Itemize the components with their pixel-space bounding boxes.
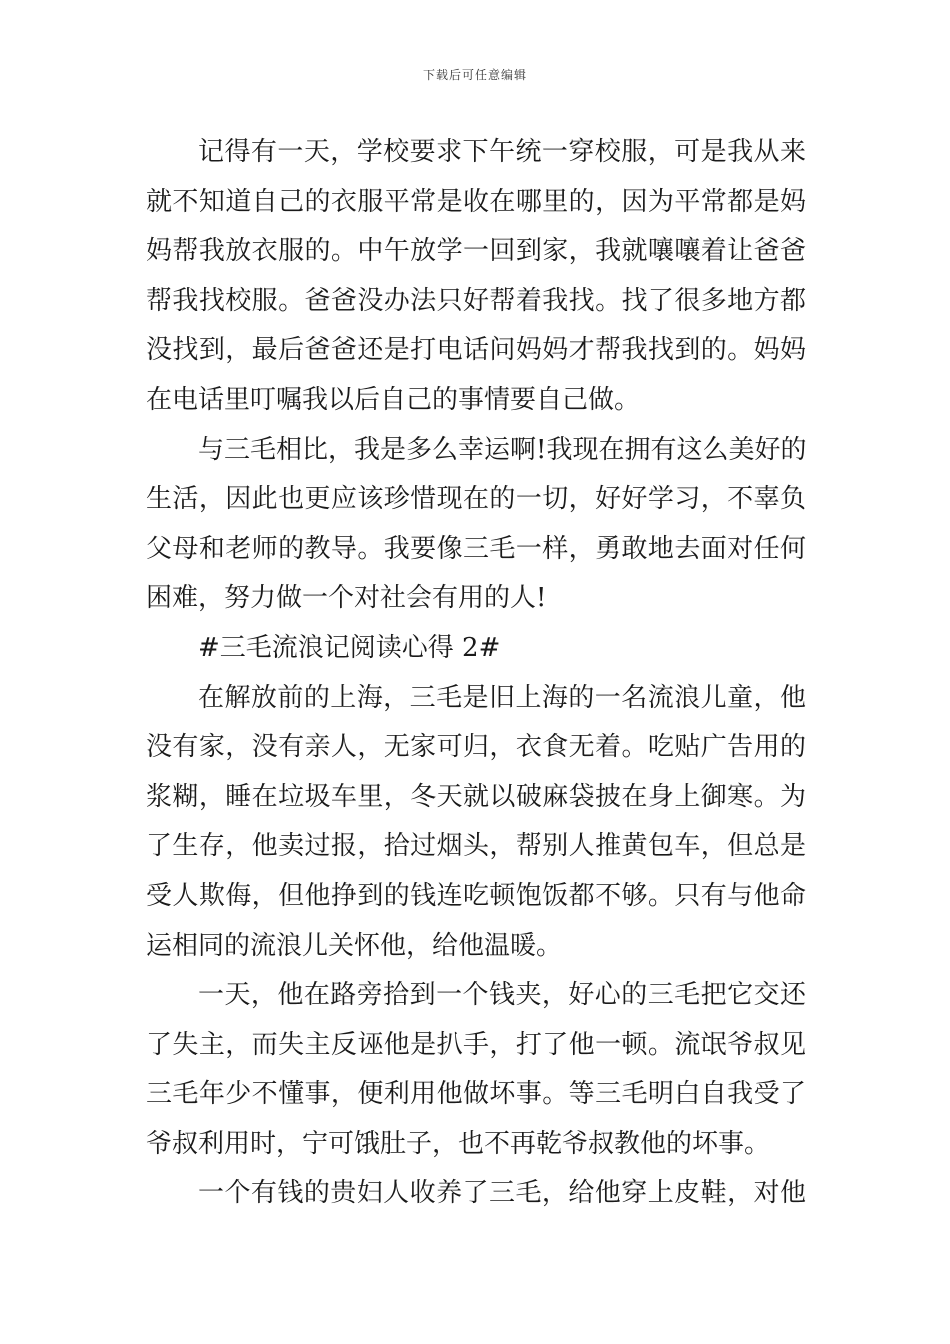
text-line: 在解放前的上海，三毛是旧上海的一名流浪儿童，他	[198, 682, 806, 713]
text-line: 一天，他在路旁拾到一个钱夹，好心的三毛把它交还	[198, 980, 806, 1011]
text-line: 爷叔利用时，宁可饿肚子，也不再乾爷叔教他的坏事。	[146, 1128, 771, 1159]
text-line: 受人欺侮，但他挣到的钱连吃顿饱饭都不够。只有与他命	[146, 880, 806, 911]
text-line: 生活，因此也更应该珍惜现在的一切，好好学习，不辜负	[146, 484, 806, 515]
text-line: 帮我找校服。爸爸没办法只好帮着我找。找了很多地方都	[146, 285, 806, 316]
text-line: 困难，努力做一个对社会有用的人!	[146, 583, 547, 614]
text-line: 在电话里叮嘱我以后自己的事情要自己做。	[146, 384, 641, 415]
text-line: 记得有一天，学校要求下午统一穿校服，可是我从来	[198, 137, 806, 167]
text-line: 浆糊，睡在垃圾车里，冬天就以破麻袋披在身上御寒。为	[146, 781, 806, 812]
section-heading: #三毛流浪记阅读心得 2#	[198, 632, 501, 663]
text-line: 没有家，没有亲人，无家可归，衣食无着。吃贴广告用的	[146, 732, 806, 763]
text-line: 了失主，而失主反诬他是扒手，打了他一顿。流氓爷叔见	[146, 1029, 806, 1060]
text-line: 妈帮我放衣服的。中午放学一回到家，我就嚷嚷着让爸爸	[146, 236, 806, 267]
text-line: 一个有钱的贵妇人收养了三毛，给他穿上皮鞋，对他	[198, 1178, 806, 1209]
document-body	[146, 128, 806, 1219]
text-line: 就不知道自己的衣服平常是收在哪里的，因为平常都是妈	[146, 186, 806, 217]
text-line: 没找到，最后爸爸还是打电话问妈妈才帮我找到的。妈妈	[146, 335, 806, 366]
text-line: 三毛年少不懂事，便利用他做坏事。等三毛明白自我受了	[146, 1079, 806, 1110]
text-line: 运相同的流浪儿关怀他，给他温暖。	[146, 930, 563, 961]
text-line: 父母和老师的教导。我要像三毛一样，勇敢地去面对任何	[146, 533, 806, 564]
text-line: 与三毛相比，我是多么幸运啊!我现在拥有这么美好的	[198, 434, 806, 465]
header-note: 下载后可任意编辑	[422, 68, 527, 82]
text-line: 了生存，他卖过报，拾过烟头，帮别人推黄包车，但总是	[146, 831, 806, 862]
